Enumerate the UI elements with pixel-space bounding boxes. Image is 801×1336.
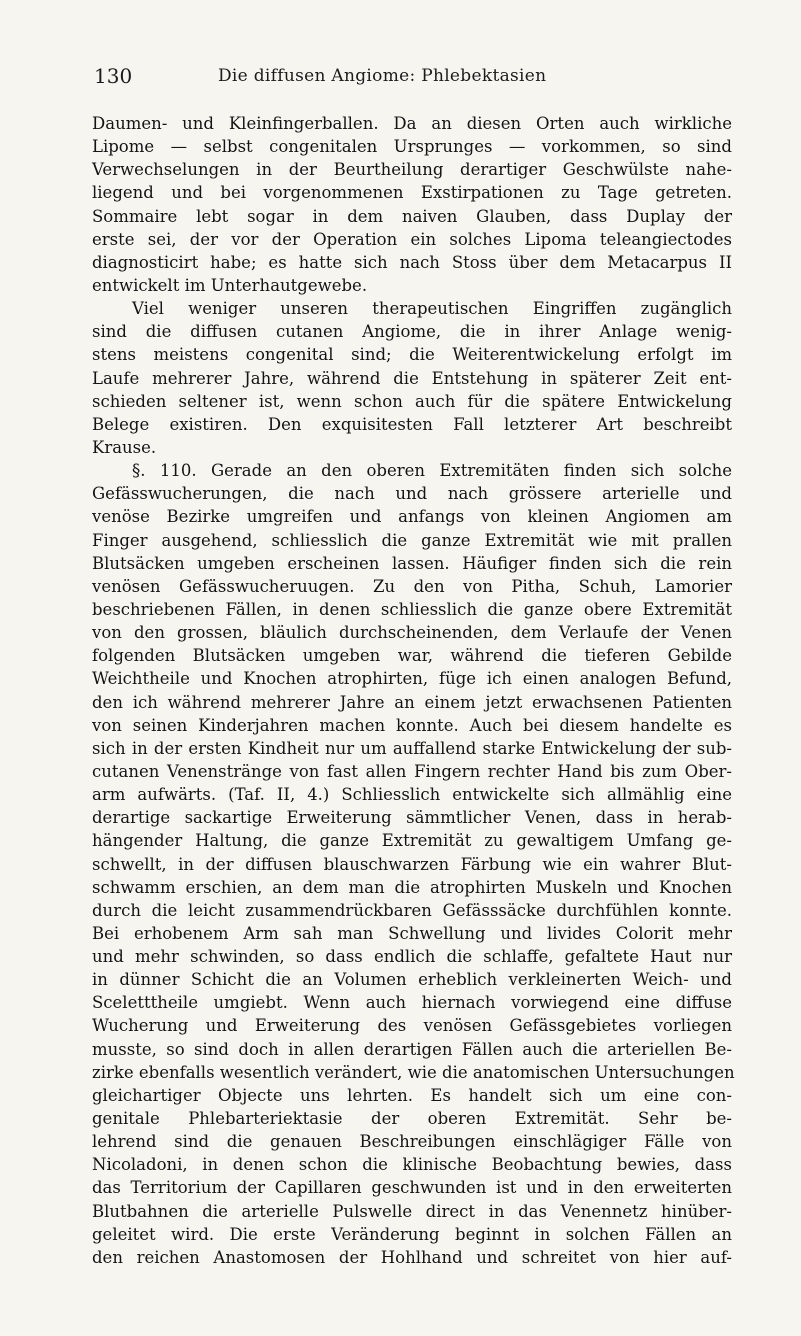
text-line: schieden seltener ist, wenn schon auch für die spätere Entwickelung	[92, 391, 732, 411]
running-head	[94, 64, 734, 94]
text-line: Gefässwucherungen, die nach und nach grössere arterielle und	[92, 484, 732, 504]
text-line: sich in der ersten Kindheit nur um auffallend starke Entwickelung der sub-	[92, 738, 732, 758]
body-text	[92, 112, 735, 1269]
text-line: schwamm erschien, an dem man die atrophirten Muskeln und Knochen	[92, 877, 732, 897]
text-line: Wucherung und Erweiterung des venösen Gefässgebietes vorliegen	[92, 1016, 732, 1036]
text-line: derartige sackartige Erweiterung sämmtlicher Venen, dass in herab-	[92, 808, 732, 828]
text-line: §. 110. Gerade an den oberen Extremitäten finden sich solche	[132, 461, 732, 481]
text-line: Blutbahnen die arterielle Pulswelle direct in das Venennetz hinüber-	[92, 1201, 732, 1221]
text-line: schwellt, in der diffusen blauschwarzen Färbung wie ein wahrer Blut-	[92, 854, 732, 874]
text-line: lehrend sind die genauen Beschreibungen einschlägiger Fälle von	[92, 1132, 732, 1152]
text-line: Bei erhobenem Arm sah man Schwellung und livides Colorit mehr	[92, 923, 732, 943]
text-line: Belege existiren. Den exquisitesten Fall letzterer Art beschreibt	[92, 414, 732, 434]
text-line: diagnosticirt habe; es hatte sich nach Stoss über dem Metacarpus II	[92, 252, 732, 272]
text-line: musste, so sind doch in allen derartigen Fällen auch die arteriellen Be-	[92, 1039, 732, 1059]
text-line: und mehr schwinden, so dass endlich die schlaffe, gefaltete Haut nur	[92, 947, 732, 967]
text-line: genitale Phlebarteriektasie der oberen Extremität. Sehr be-	[92, 1109, 732, 1129]
text-line: sind die diffusen cutanen Angiome, die in ihrer Anlage wenig-	[92, 322, 732, 342]
text-line: cutanen Venenstränge von fast allen Fingern rechter Hand bis zum Ober-	[92, 761, 732, 781]
text-line: von den grossen, bläulich durchscheinenden, dem Verlaufe der Venen	[92, 623, 732, 643]
text-line: Krause.	[92, 437, 157, 457]
text-line: zirke ebenfalls wesentlich verändert, wie die anatomischen Untersuchungen	[92, 1062, 735, 1082]
text-line: in dünner Schicht die an Volumen erheblich verkleinerten Weich- und	[92, 970, 732, 990]
running-head-title: Die diffusen Angiome: Phlebektasien	[218, 66, 547, 86]
text-line: den ich während mehrerer Jahre an einem jetzt erwachsenen Patienten	[92, 692, 732, 712]
text-line: geleitet wird. Die erste Veränderung beginnt in solchen Fällen an	[92, 1224, 732, 1244]
text-line: Sceletttheile umgiebt. Wenn auch hiernach vorwiegend eine diffuse	[92, 993, 732, 1013]
text-line: beschriebenen Fällen, in denen schliesslich die ganze obere Extremität	[92, 599, 732, 619]
text-line: Lipome — selbst congenitalen Ursprunges — vorkommen, so sind	[92, 137, 732, 157]
text-line: stens meistens congenital sind; die Weiterentwickelung erfolgt im	[92, 345, 732, 365]
text-line: Blutsäcken umgeben erscheinen lassen. Häufiger finden sich die rein	[92, 553, 732, 573]
text-line: Sommaire lebt sogar in dem naiven Glauben, dass Duplay der	[92, 206, 732, 226]
text-line: durch die leicht zusammendrückbaren Gefässsäcke durchfühlen konnte.	[92, 900, 732, 920]
text-line: Laufe mehrerer Jahre, während die Entstehung in späterer Zeit ent-	[92, 368, 732, 388]
text-line: erste sei, der vor der Operation ein solches Lipoma teleangiectodes	[92, 229, 732, 249]
text-line: folgenden Blutsäcken umgeben war, während die tieferen Gebilde	[92, 646, 732, 666]
text-line: von seinen Kinderjahren machen konnte. Auch bei diesem handelte es	[92, 715, 732, 735]
text-line: entwickelt im Unterhautgewebe.	[92, 275, 368, 295]
text-line: venöse Bezirke umgreifen und anfangs von kleinen Angiomen am	[92, 507, 732, 527]
text-line: Finger ausgehend, schliesslich die ganze Extremität wie mit prallen	[92, 530, 732, 550]
text-line: hängender Haltung, die ganze Extremität zu gewaltigem Umfang ge-	[92, 831, 732, 851]
text-line: das Territorium der Capillaren geschwunden ist und in den erweiterten	[92, 1178, 732, 1198]
text-line: Verwechselungen in der Beurtheilung derartiger Geschwülste nahe-	[92, 160, 732, 180]
text-line: Viel weniger unseren therapeutischen Eingriffen zugänglich	[132, 299, 732, 319]
text-line: Nicoladoni, in denen schon die klinische Beobachtung bewies, dass	[92, 1155, 732, 1175]
text-line: arm aufwärts. (Taf. II, 4.) Schliesslich entwickelte sich allmählig eine	[92, 785, 732, 805]
text-line: venösen Gefässwucheruugen. Zu den von Pitha, Schuh, Lamorier	[92, 576, 732, 596]
text-line: gleichartiger Objecte uns lehrten. Es handelt sich um eine con-	[92, 1085, 732, 1105]
text-line: liegend und bei vorgenommenen Exstirpationen zu Tage getreten.	[92, 183, 732, 203]
text-line: den reichen Anastomosen der Hohlhand und schreitet von hier auf-	[92, 1247, 732, 1267]
text-line: Weichtheile und Knochen atrophirten, füge ich einen analogen Befund,	[92, 669, 732, 689]
text-line: Daumen- und Kleinfingerballen. Da an diesen Orten auch wirkliche	[92, 114, 732, 133]
page-number: 130	[94, 64, 133, 88]
